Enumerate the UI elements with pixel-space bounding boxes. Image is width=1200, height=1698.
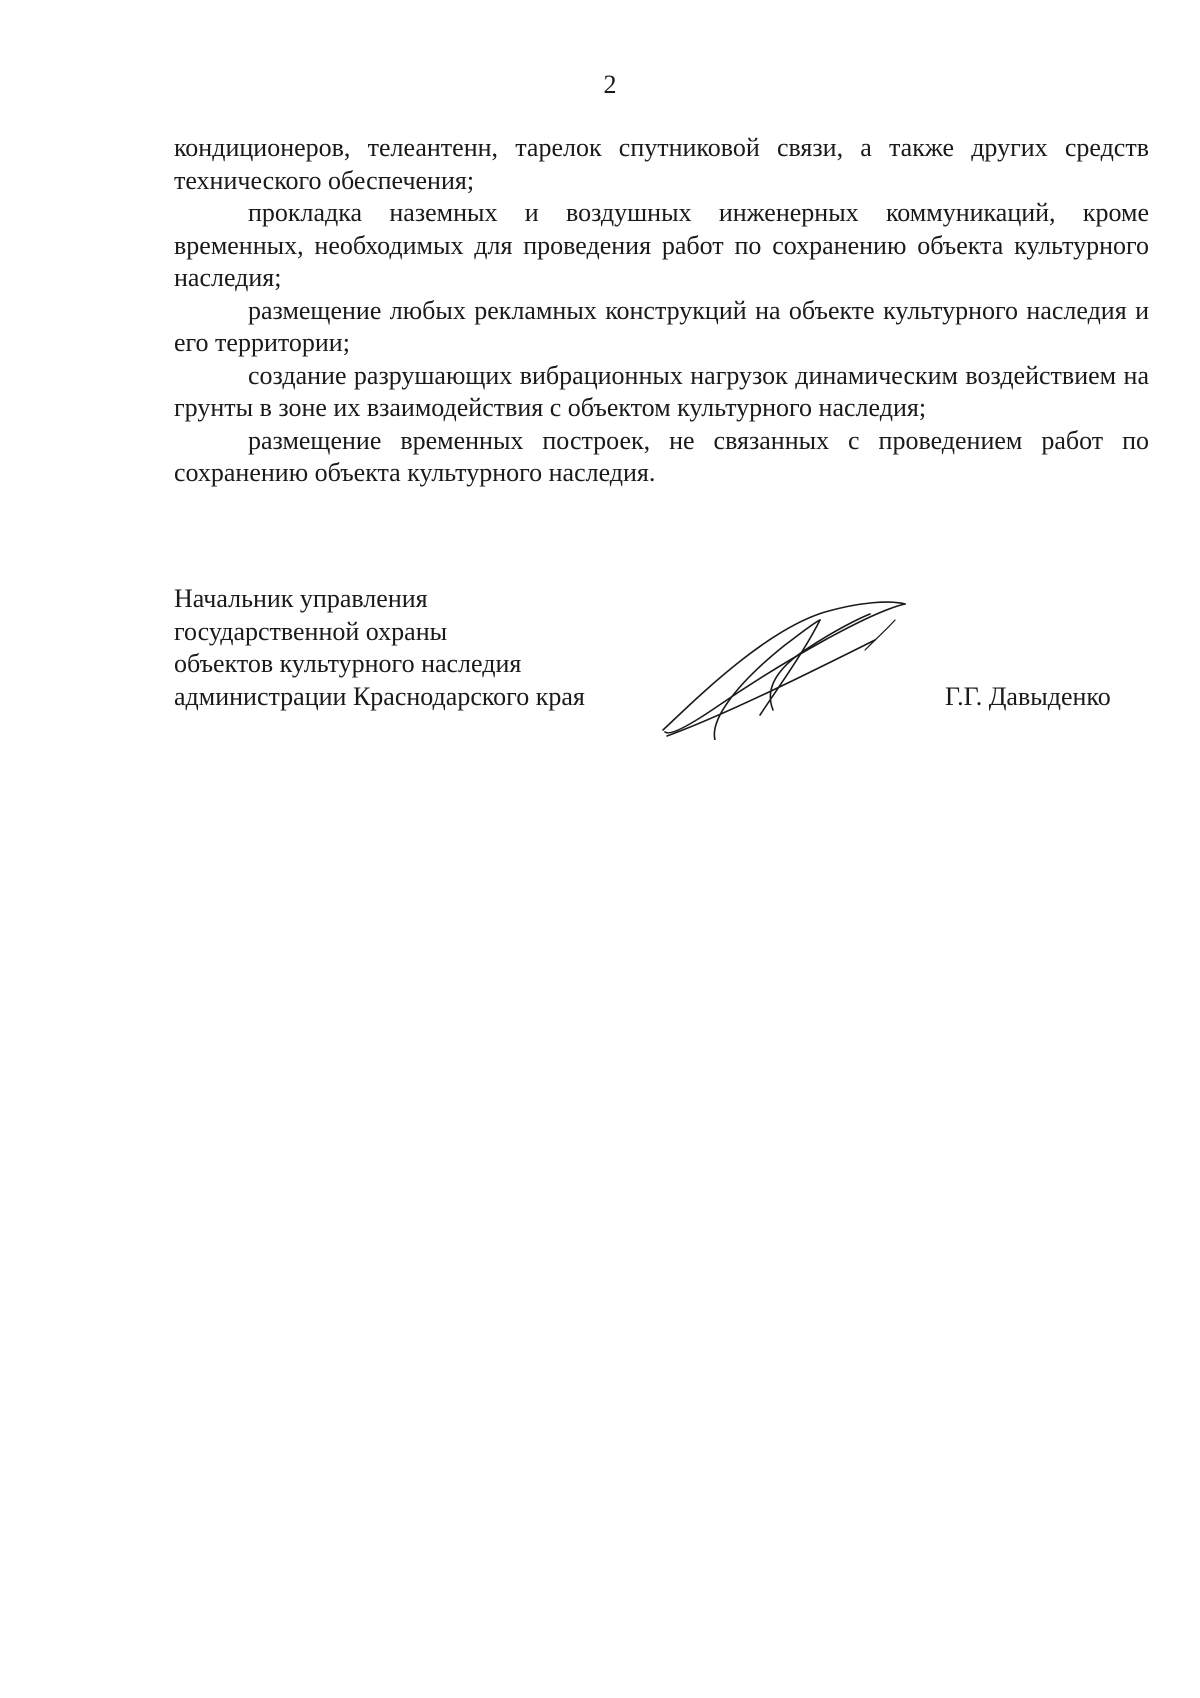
body-text	[174, 132, 1149, 490]
position-line-1: Начальник управления	[174, 584, 428, 613]
position-line-3: объектов культурного наследия	[174, 649, 522, 678]
paragraph-5: размещение временных построек, не связанных с проведением работ по сохранению объекта культурного наследия.	[174, 425, 1149, 487]
position-line-2: государственной охраны	[174, 616, 448, 646]
signatory-name: Г.Г. Давыденко	[945, 682, 1111, 711]
position-line-4: администрации Краснодарского края	[174, 681, 585, 711]
paragraph-3: размещение любых рекламных конструкций на объекте культурного наследия и его территории;	[174, 295, 1149, 357]
page-number: 2	[603, 70, 617, 99]
paragraph-1: кондиционеров, телеантенн, тарелок спутниковой связи, а также других средств технического обеспечения;	[174, 133, 1149, 195]
signatory-position	[174, 583, 694, 713]
handwritten-signature	[655, 590, 915, 740]
paragraph-4: создание разрушающих вибрационных нагрузок динамическим воздействием на грунты в зоне их взаимодействия с объектом культурного наследия;	[174, 360, 1149, 422]
paragraph-2: прокладка наземных и воздушных инженерных коммуникаций, кроме временных, необходимых для проведения работ по сохранению объекта культурного наследия;	[174, 198, 1149, 292]
